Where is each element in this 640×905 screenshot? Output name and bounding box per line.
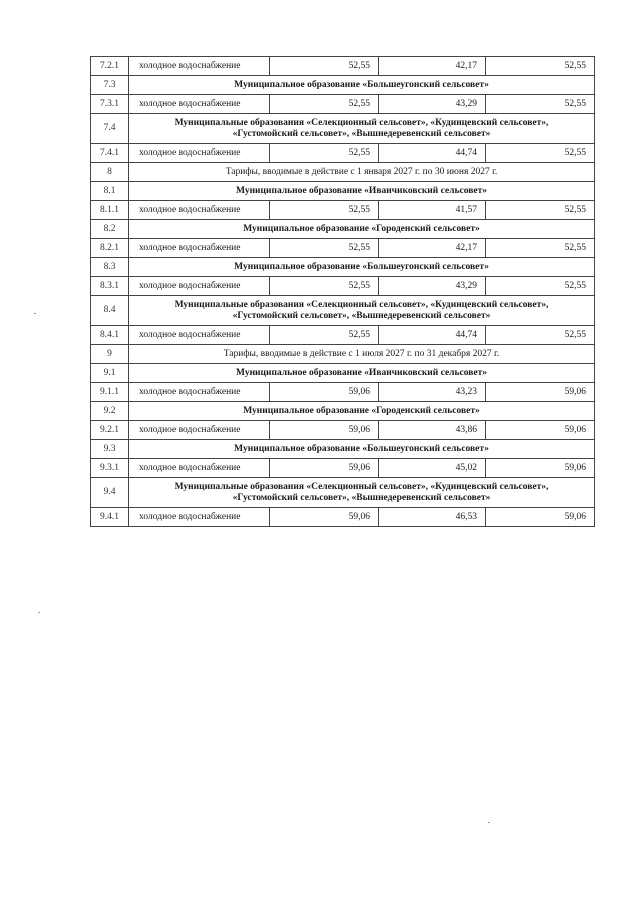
- municipality-header-row: [91, 182, 595, 201]
- tariff-value-2: 43,86: [379, 421, 486, 440]
- tariff-value-3: 52,55: [486, 144, 595, 163]
- row-number: 9.3.1: [91, 459, 129, 478]
- municipality-header-row: [91, 364, 595, 383]
- row-number: 9: [91, 345, 129, 364]
- tariff-data-row: [91, 383, 595, 402]
- row-number: 7.2.1: [91, 57, 129, 76]
- service-name: холодное водоснабжение: [129, 508, 270, 527]
- service-name: холодное водоснабжение: [129, 421, 270, 440]
- tariff-data-row: [91, 421, 595, 440]
- tariff-data-row: [91, 277, 595, 296]
- tariff-value-2: 43,29: [379, 277, 486, 296]
- row-number: 8.1.1: [91, 201, 129, 220]
- tariff-value-3: 59,06: [486, 459, 595, 478]
- tariff-data-row: [91, 57, 595, 76]
- municipality-header-row: [91, 114, 595, 144]
- row-number: 7.3: [91, 76, 129, 95]
- tariff-value-1: 52,55: [270, 201, 379, 220]
- row-number: 9.2.1: [91, 421, 129, 440]
- tariff-value-3: 52,55: [486, 95, 595, 114]
- tariff-value-3: 52,55: [486, 277, 595, 296]
- tariff-table: [90, 56, 595, 527]
- row-number: 9.3: [91, 440, 129, 459]
- row-number: 8.4: [91, 296, 129, 326]
- service-name: холодное водоснабжение: [129, 239, 270, 258]
- row-number: 8: [91, 163, 129, 182]
- period-header-row: [91, 345, 595, 364]
- tariff-value-1: 59,06: [270, 421, 379, 440]
- tariff-value-3: 52,55: [486, 326, 595, 345]
- municipality-name: Муниципальное образование «Иванчиковский сельсовет»: [129, 364, 595, 383]
- tariff-value-3: 59,06: [486, 383, 595, 402]
- tariff-table-body: [91, 57, 595, 527]
- tariff-value-1: 52,55: [270, 239, 379, 258]
- row-number: 8.4.1: [91, 326, 129, 345]
- row-number: 7.4: [91, 114, 129, 144]
- municipality-line-1: Муниципальные образования «Селекционный сельсовет», «Кудинцевский сельсовет»,: [174, 117, 549, 128]
- tariff-value-2: 43,29: [379, 95, 486, 114]
- row-number: 7.3.1: [91, 95, 129, 114]
- municipality-group-name: [129, 478, 595, 508]
- tariff-value-1: 52,55: [270, 95, 379, 114]
- tariff-value-3: 59,06: [486, 508, 595, 527]
- scan-speck: [488, 822, 490, 823]
- row-number: 9.4: [91, 478, 129, 508]
- tariff-data-row: [91, 459, 595, 478]
- row-number: 9.1.1: [91, 383, 129, 402]
- municipality-line-2: «Густомойский сельсовет», «Вышнедеревенский сельсовет»: [232, 310, 491, 321]
- municipality-name: Муниципальное образование «Иванчиковский сельсовет»: [129, 182, 595, 201]
- tariff-value-1: 59,06: [270, 383, 379, 402]
- municipality-line-2: «Густомойский сельсовет», «Вышнедеревенский сельсовет»: [232, 492, 491, 503]
- tariff-value-2: 41,57: [379, 201, 486, 220]
- municipality-line-1: Муниципальные образования «Селекционный сельсовет», «Кудинцевский сельсовет»,: [174, 299, 549, 310]
- service-name: холодное водоснабжение: [129, 201, 270, 220]
- tariff-value-1: 52,55: [270, 277, 379, 296]
- municipality-name: Муниципальное образование «Большеугонский сельсовет»: [129, 258, 595, 277]
- tariff-value-2: 45,02: [379, 459, 486, 478]
- tariff-value-1: 59,06: [270, 508, 379, 527]
- tariff-value-3: 59,06: [486, 421, 595, 440]
- tariff-value-1: 52,55: [270, 144, 379, 163]
- tariff-data-row: [91, 239, 595, 258]
- tariff-value-2: 42,17: [379, 57, 486, 76]
- tariff-value-1: 52,55: [270, 326, 379, 345]
- service-name: холодное водоснабжение: [129, 144, 270, 163]
- municipality-name: Муниципальное образование «Городенский сельсовет»: [129, 402, 595, 421]
- municipality-header-row: [91, 402, 595, 421]
- row-number: 8.1: [91, 182, 129, 201]
- municipality-group-name: [129, 296, 595, 326]
- service-name: холодное водоснабжение: [129, 57, 270, 76]
- row-number: 9.2: [91, 402, 129, 421]
- municipality-header-row: [91, 478, 595, 508]
- service-name: холодное водоснабжение: [129, 95, 270, 114]
- municipality-header-row: [91, 258, 595, 277]
- tariff-value-2: 42,17: [379, 239, 486, 258]
- municipality-header-row: [91, 220, 595, 239]
- tariff-value-3: 52,55: [486, 201, 595, 220]
- municipality-group-name: [129, 114, 595, 144]
- row-number: 9.1: [91, 364, 129, 383]
- tariff-data-row: [91, 201, 595, 220]
- municipality-name: Муниципальное образование «Большеугонский сельсовет»: [129, 440, 595, 459]
- scan-speck: [38, 612, 40, 613]
- tariff-value-1: 59,06: [270, 459, 379, 478]
- row-number: 8.3: [91, 258, 129, 277]
- municipality-name: Муниципальное образование «Большеугонский сельсовет»: [129, 76, 595, 95]
- scan-speck: [34, 313, 36, 314]
- tariff-data-row: [91, 144, 595, 163]
- period-title: Тарифы, вводимые в действие с 1 января 2027 г. по 30 июня 2027 г.: [129, 163, 595, 182]
- tariff-value-2: 43,23: [379, 383, 486, 402]
- tariff-data-row: [91, 508, 595, 527]
- tariff-value-3: 52,55: [486, 57, 595, 76]
- tariff-data-row: [91, 95, 595, 114]
- municipality-header-row: [91, 296, 595, 326]
- tariff-value-3: 52,55: [486, 239, 595, 258]
- tariff-value-2: 44,74: [379, 326, 486, 345]
- service-name: холодное водоснабжение: [129, 326, 270, 345]
- row-number: 7.4.1: [91, 144, 129, 163]
- row-number: 8.2.1: [91, 239, 129, 258]
- municipality-header-row: [91, 76, 595, 95]
- tariff-data-row: [91, 326, 595, 345]
- service-name: холодное водоснабжение: [129, 383, 270, 402]
- municipality-header-row: [91, 440, 595, 459]
- municipality-name: Муниципальное образование «Городенский сельсовет»: [129, 220, 595, 239]
- row-number: 9.4.1: [91, 508, 129, 527]
- municipality-line-2: «Густомойский сельсовет», «Вышнедеревенский сельсовет»: [232, 128, 491, 139]
- period-title: Тарифы, вводимые в действие с 1 июля 2027 г. по 31 декабря 2027 г.: [129, 345, 595, 364]
- municipality-line-1: Муниципальные образования «Селекционный сельсовет», «Кудинцевский сельсовет»,: [174, 481, 549, 492]
- service-name: холодное водоснабжение: [129, 277, 270, 296]
- row-number: 8.3.1: [91, 277, 129, 296]
- row-number: 8.2: [91, 220, 129, 239]
- tariff-value-2: 46,53: [379, 508, 486, 527]
- service-name: холодное водоснабжение: [129, 459, 270, 478]
- period-header-row: [91, 163, 595, 182]
- tariff-value-1: 52,55: [270, 57, 379, 76]
- tariff-value-2: 44,74: [379, 144, 486, 163]
